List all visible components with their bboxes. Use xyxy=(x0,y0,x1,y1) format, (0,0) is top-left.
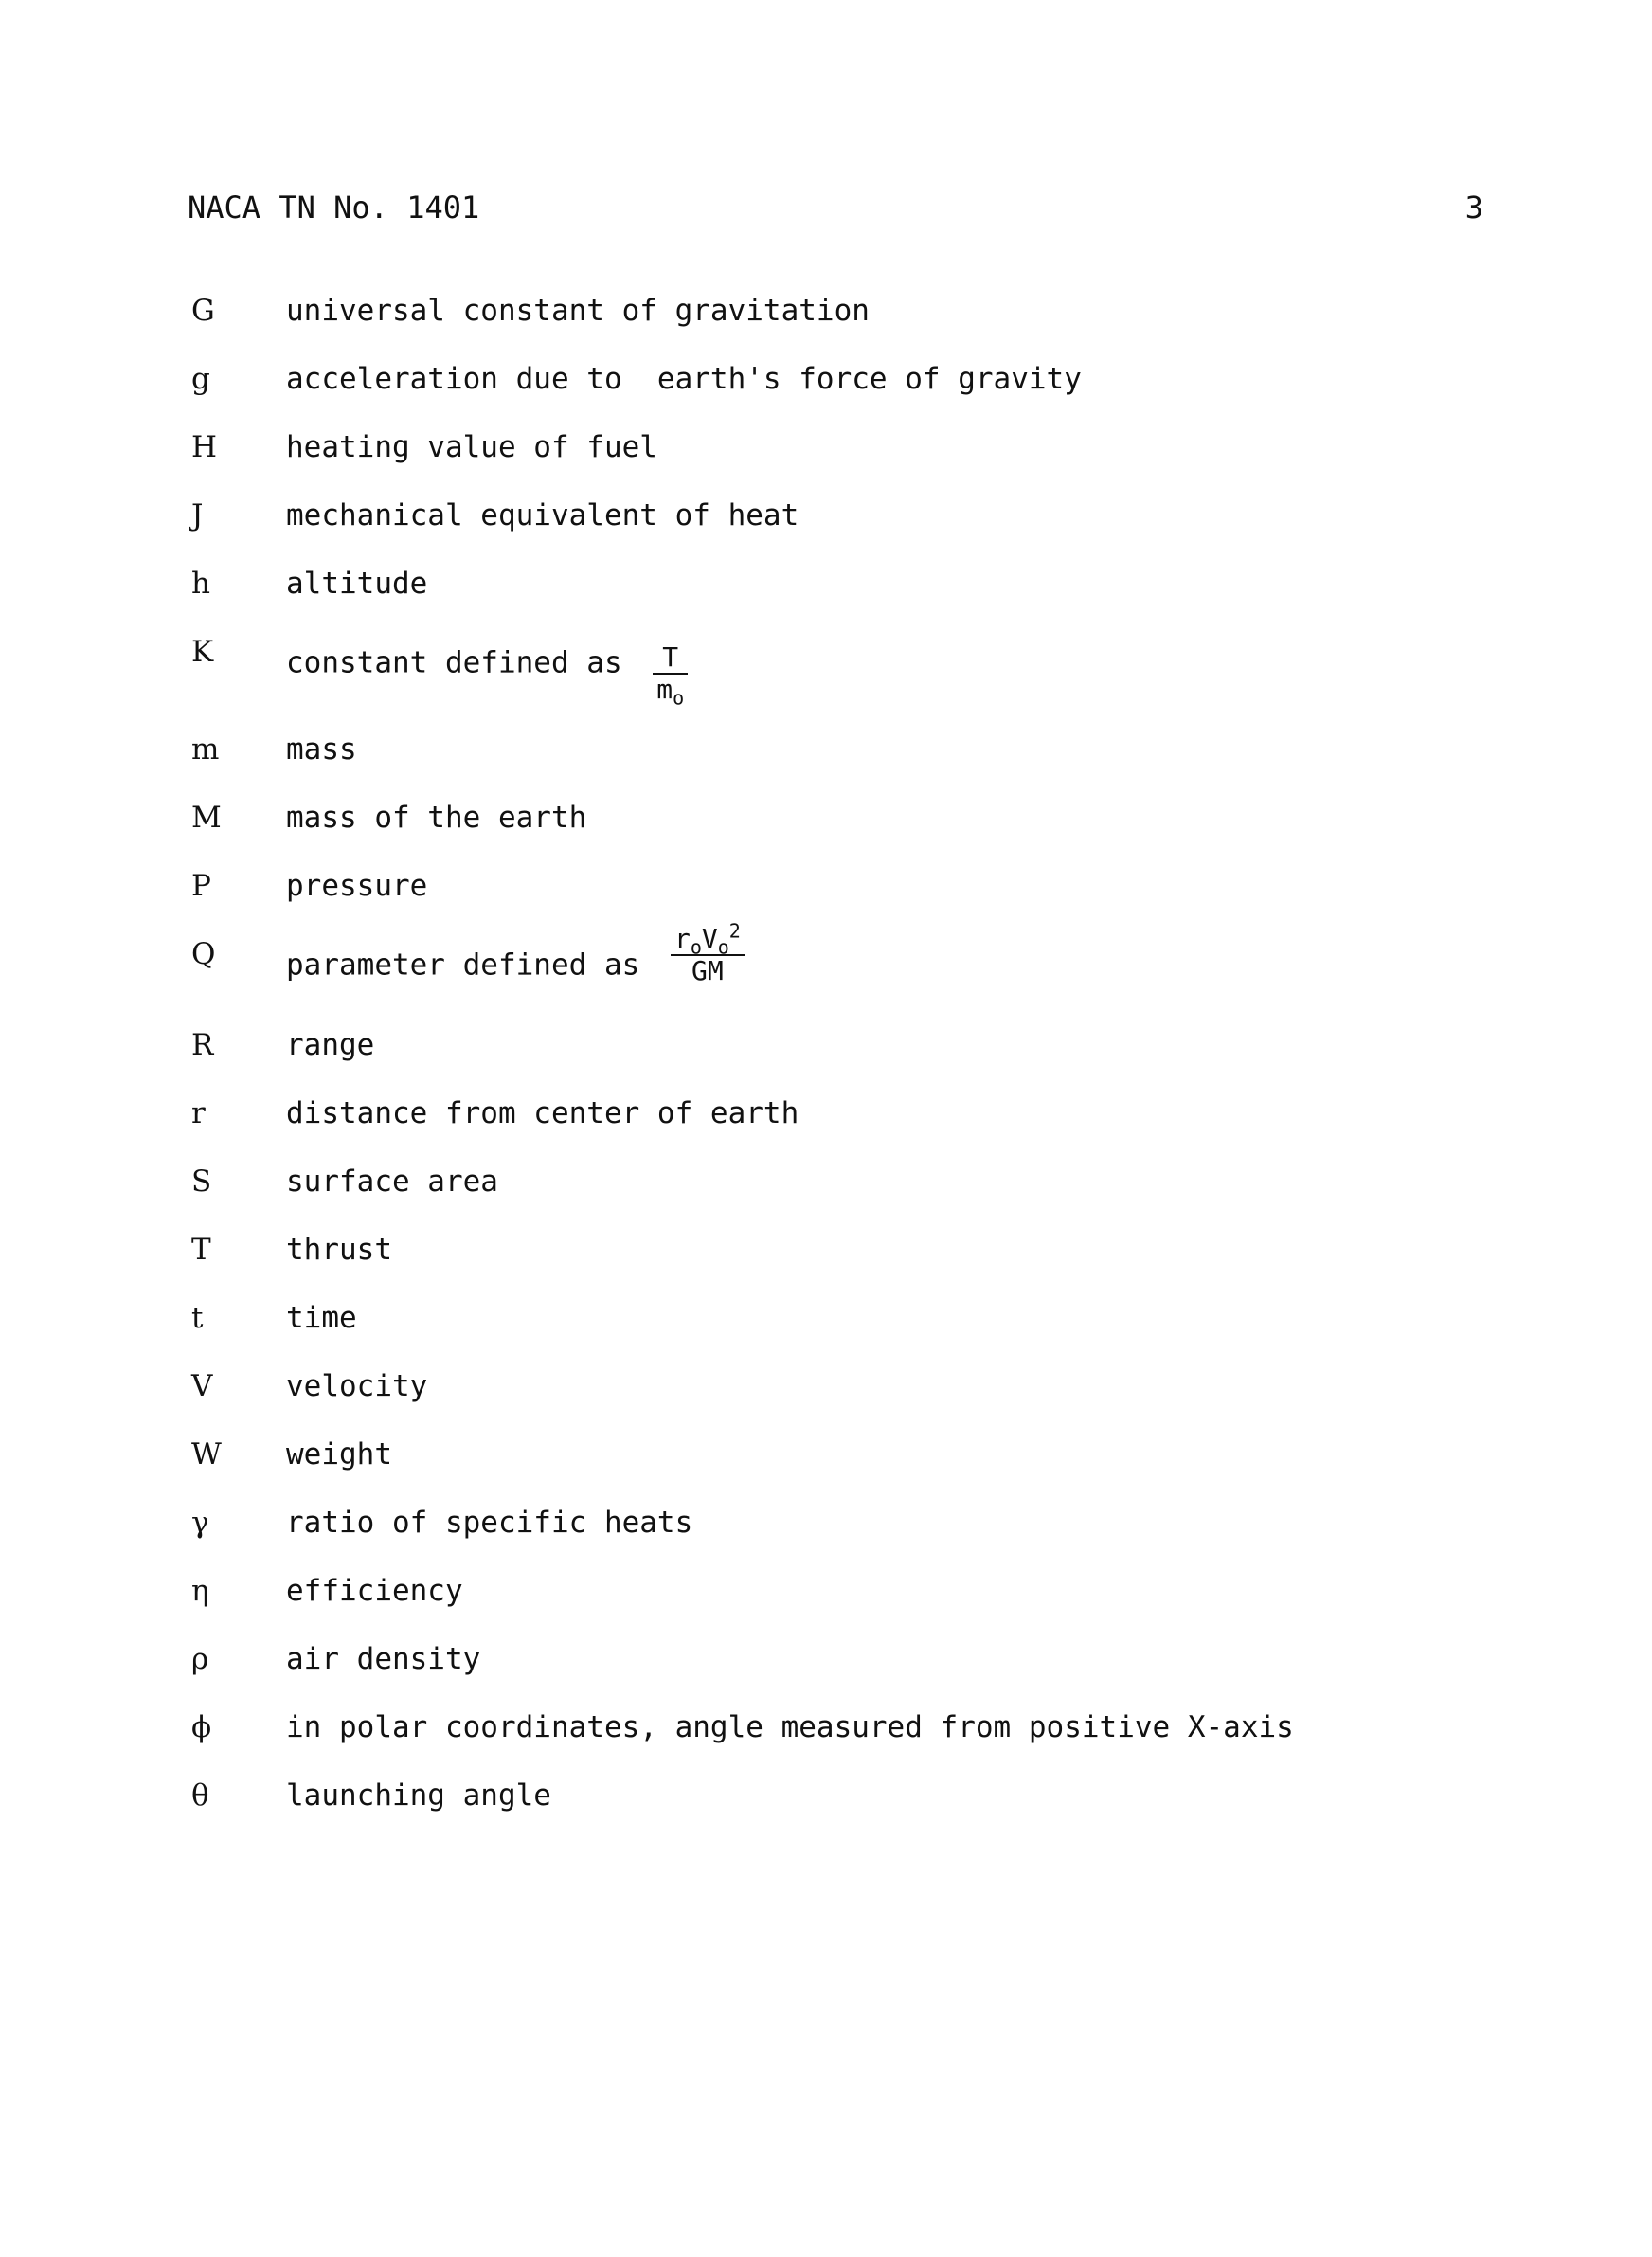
numerator-r-subscript: o xyxy=(690,935,702,959)
symbol-row xyxy=(188,292,1419,360)
symbol-row xyxy=(188,919,1419,1026)
denominator-main: m xyxy=(656,674,673,705)
symbol-row xyxy=(188,1231,1419,1299)
symbol: η xyxy=(191,1574,209,1608)
symbol-description: range xyxy=(286,1028,375,1062)
symbol-description: pressure xyxy=(286,869,428,903)
symbol: θ xyxy=(191,1779,209,1813)
symbol-row xyxy=(188,1367,1419,1435)
symbol-row xyxy=(188,1572,1419,1640)
symbol-row xyxy=(188,1163,1419,1231)
numerator-v: V xyxy=(701,923,718,954)
fraction-numerator xyxy=(671,919,745,959)
symbol-row xyxy=(188,1299,1419,1367)
symbol-description: velocity xyxy=(286,1369,428,1403)
symbol: G xyxy=(191,294,215,328)
symbol-row xyxy=(188,633,1419,731)
symbol-description-with-fraction xyxy=(286,919,745,998)
symbol-row xyxy=(188,428,1419,497)
symbol-description: time xyxy=(286,1301,357,1335)
symbol: W xyxy=(191,1437,222,1472)
fraction-denominator xyxy=(653,674,688,710)
symbol: t xyxy=(191,1301,204,1335)
symbol-description: mass xyxy=(286,732,357,767)
symbol: K xyxy=(191,635,214,669)
symbol-row xyxy=(188,1026,1419,1094)
symbol-row xyxy=(188,867,1419,935)
symbol-description: launching angle xyxy=(286,1779,551,1813)
numerator-v-superscript: 2 xyxy=(728,919,741,943)
symbol-description: mechanical equivalent of heat xyxy=(286,498,799,533)
denominator-subscript: o xyxy=(673,686,685,710)
symbol: ϕ xyxy=(191,1710,212,1744)
symbol: M xyxy=(191,801,222,835)
symbol-description: distance from center of earth xyxy=(286,1096,799,1130)
symbol-description: surface area xyxy=(286,1165,498,1199)
symbol-description: heating value of fuel xyxy=(286,430,657,464)
symbol-description: efficiency xyxy=(286,1574,463,1608)
symbol: V xyxy=(191,1369,213,1403)
numerator-v-subscript: o xyxy=(717,935,729,959)
page-number: 3 xyxy=(1464,190,1483,226)
symbol-description-with-fraction xyxy=(286,633,688,710)
symbol: r xyxy=(191,1096,206,1130)
symbol-row xyxy=(188,1435,1419,1504)
symbol: S xyxy=(191,1165,212,1199)
symbol-row xyxy=(188,1777,1419,1845)
symbol-description: mass of the earth xyxy=(286,801,587,835)
fraction-numerator: T xyxy=(653,642,688,675)
fraction-denominator: GM xyxy=(691,955,724,986)
symbol-row xyxy=(188,1640,1419,1708)
symbol-row xyxy=(188,565,1419,633)
fraction-q xyxy=(671,919,745,986)
symbol-description: acceleration due to earth's force of gravity xyxy=(286,362,1082,396)
page-header xyxy=(188,190,1483,237)
symbol-row xyxy=(188,1094,1419,1163)
symbol-description: universal constant of gravitation xyxy=(286,294,870,328)
fraction-k xyxy=(653,641,688,710)
symbol-row xyxy=(188,731,1419,799)
symbol: T xyxy=(191,1233,211,1267)
symbol: R xyxy=(191,1028,214,1062)
symbol: Q xyxy=(191,937,216,971)
symbol: J xyxy=(191,498,204,533)
symbol-row xyxy=(188,1504,1419,1572)
symbol-row xyxy=(188,799,1419,867)
symbol-description: weight xyxy=(286,1437,392,1472)
symbol: g xyxy=(191,362,210,396)
symbol: P xyxy=(191,869,211,903)
symbol-row xyxy=(188,497,1419,565)
symbol: h xyxy=(191,567,210,601)
symbol-row xyxy=(188,1708,1419,1777)
symbol-description: parameter defined as xyxy=(286,948,640,983)
numerator-r: r xyxy=(673,923,691,954)
symbol-list xyxy=(188,292,1419,1845)
symbol-description: thrust xyxy=(286,1233,392,1267)
symbol: H xyxy=(191,430,218,464)
symbol-description: air density xyxy=(286,1642,481,1676)
symbol-description: in polar coordinates, angle measured from positive X-axis xyxy=(286,1710,1294,1744)
document-id: NACA TN No. 1401 xyxy=(188,190,480,226)
symbol: γ xyxy=(191,1506,209,1540)
symbol-row xyxy=(188,360,1419,428)
symbol-description: constant defined as xyxy=(286,645,622,680)
symbol-description: altitude xyxy=(286,567,428,601)
symbol-description: ratio of specific heats xyxy=(286,1506,693,1540)
symbol: m xyxy=(191,732,220,767)
symbol: ρ xyxy=(191,1642,209,1676)
